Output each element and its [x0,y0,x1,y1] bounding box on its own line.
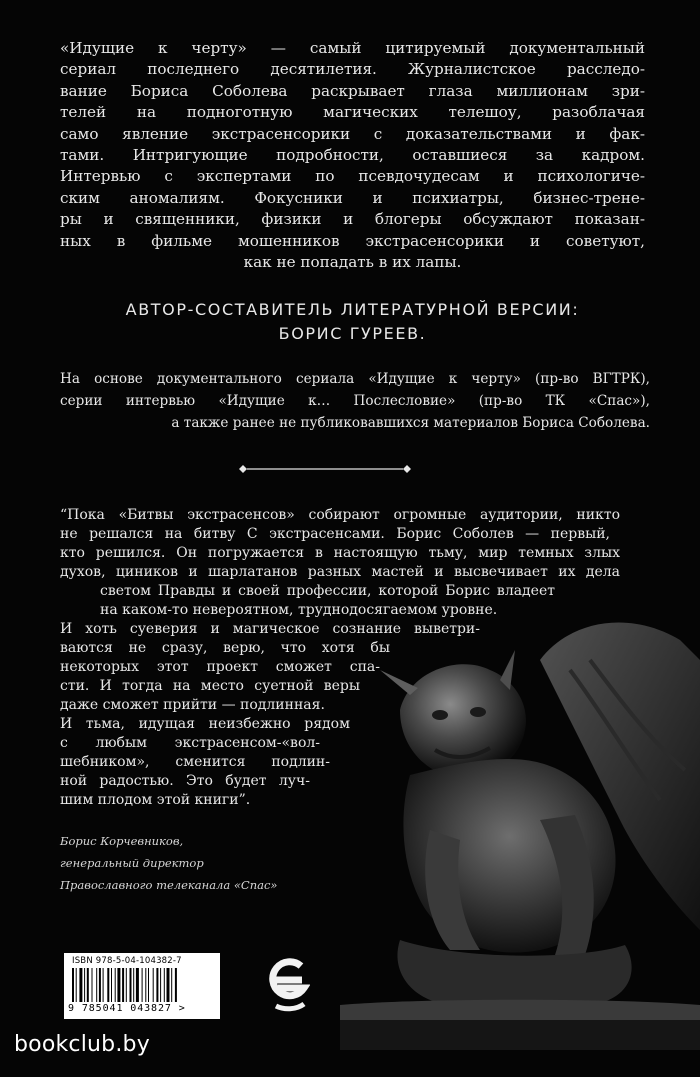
quote-line: ной радостью. Это будет луч- [60,773,310,789]
description-line: «Идущие к черту» — самый цитируемый документальный [60,39,645,57]
quote-line: шебником», сменится подлин- [60,754,330,770]
quote-line: не решался на битву С экстрасенсами. Борис Соболев — первый, [60,526,610,542]
attribution-name: Борис Корчевников, [60,834,184,848]
watermark-text: bookclub.by [14,1032,150,1057]
quote-attribution [60,830,277,896]
description-line: вание Бориса Соболева раскрывает глаза миллионам зри- [60,81,645,100]
quote-line: шим плодом этой книги”. [60,792,251,808]
quote-line: на каком-то невероятном, труднодосягаемом уровне. [100,602,498,618]
attribution-title: генеральный директор [60,856,204,870]
description-line: Интервью с экспертами по псевдочудесам и психологиче- [60,167,645,186]
author-heading-line: БОРИС ГУРЕЕВ. [278,324,427,343]
quote-line: “Пока «Битвы экстрасенсов» собирают огромные аудитории, никто [60,507,620,523]
author-heading [60,298,645,346]
quote-line: некоторых этот проект сможет спа- [60,659,380,675]
source-note-line: а также ранее не публиковавшихся материалов Бориса Соболева. [171,415,650,431]
description-line: само явление экстрасенсорики с доказательствами и фак- [60,124,645,143]
description-line: тами. Интригующие подробности, оставшиеся за кадром. [60,146,645,165]
quote-line: духов, циников и шарлатанов разных мастей и высвечивает их дела [60,564,620,580]
barcode-bars [70,968,216,1002]
source-note-line: На основе документального сериала «Идущие к черту» (пр-во ВГТРК), [60,371,650,387]
description-line: телей на подноготную магических телешоу, разоблачая [60,103,645,122]
description-line: как не попадать в их лапы. [243,253,462,272]
isbn-barcode [64,953,220,1019]
description-line: ных в фильме мошенников экстрасенсорики и советуют, [60,231,645,250]
source-note [60,368,650,434]
source-note-line: серии интервью «Идущие к… Послесловие» (пр-во ТК «Спас»), [60,393,650,409]
quote-line: кто решился. Он погружается в настоящую тьму, мир темных злых [60,545,620,561]
attribution-organization: Православного телеканала «Спас» [60,878,278,892]
description-line: сериал последнего десятилетия. Журналистское расследо- [60,60,645,79]
diamond-divider-icon [235,462,415,476]
isbn-number: ISBN 978-5-04-104382-7 [72,956,182,966]
endorsement-quote [60,506,620,810]
quote-line: даже сможет прийти — подлинная. [60,697,325,713]
barcode-digits: 9 785041 043827 > [68,1003,186,1014]
description-line: ры и священники, физики и блогеры обсуждают показан- [60,210,645,229]
quote-line: светом Правды и своей профессии, которой Борис владеет [100,583,555,599]
description-line: ским аномалиям. Фокусники и психиатры, бизнес-трене- [60,188,645,207]
eksmo-logo-icon [268,954,310,1014]
quote-line: ваются не сразу, верю, что хотя бы [60,640,390,656]
quote-line: И хоть суеверия и магическое сознание выветри- [60,621,480,637]
quote-line: И тьма, идущая неизбежно рядом [60,716,350,732]
quote-line: сти. И тогда на место суетной веры [60,678,360,694]
author-heading-line: АВТОР-СОСТАВИТЕЛЬ ЛИТЕРАТУРНОЙ ВЕРСИИ: [125,300,580,319]
book-description [60,38,645,273]
quote-line: с любым экстрасенсом-«вол- [60,735,320,751]
